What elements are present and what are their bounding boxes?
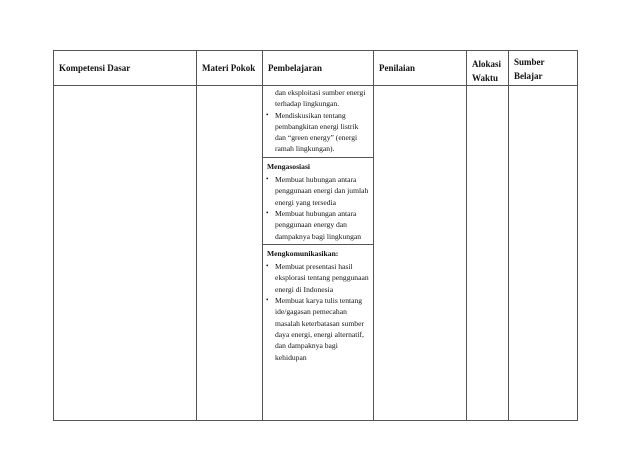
section-title-mengasosiasi: Mengasosiasi bbox=[263, 157, 373, 174]
cell-materi-pokok bbox=[197, 86, 263, 421]
list-item-continued: dan eksploitasi sumber energi terhadap lingkungan. bbox=[275, 88, 366, 109]
list-item: • Mendiskusikan tentang pembangkitan energi listrik dan “green energy” (energi ramah lingkungan). bbox=[266, 110, 359, 154]
header-materi-pokok: Materi Pokok bbox=[197, 51, 263, 86]
header-penilaian: Penilaian bbox=[374, 51, 467, 86]
cell-sumber-belajar bbox=[509, 86, 578, 421]
cell-kompetensi-dasar bbox=[54, 86, 197, 421]
curriculum-table bbox=[53, 50, 578, 421]
section-title-mengkomunikasikan: Mengkomunikasikan: bbox=[263, 244, 373, 261]
bullet-icon: • bbox=[266, 175, 269, 184]
header-sumber-belajar: Sumber Belajar bbox=[509, 51, 578, 86]
header-pembelajaran: Pembelajaran bbox=[263, 51, 374, 86]
bullet-icon: • bbox=[266, 262, 269, 271]
list-item: • Membuat hubungan antara penggunaan energi dan jumlah energi yang tersedia bbox=[266, 175, 369, 207]
bullet-icon: • bbox=[266, 296, 269, 305]
list-item: • Membuat hubungan antara penggunaan energy dan dampaknya bagi lingkungan bbox=[266, 208, 362, 241]
list-item: • Membuat presentasi hasil eksplorasi tentang penggunaan energi di Indonesia bbox=[266, 262, 369, 294]
header-row bbox=[54, 51, 578, 86]
content-row bbox=[54, 86, 578, 421]
cell-penilaian bbox=[374, 86, 467, 421]
cell-alokasi-waktu bbox=[467, 86, 509, 421]
header-kompetensi-dasar: Kompetensi Dasar bbox=[54, 51, 197, 86]
cell-pembelajaran bbox=[263, 86, 374, 421]
header-alokasi-waktu: Alokasi Waktu bbox=[467, 51, 509, 86]
bullet-icon: • bbox=[266, 208, 269, 217]
list-item: • Membuat karya tulis tentang ide/gagasan pemecahan masalah keterbatasan sumber daya energi, energi alternatif, dan dampaknya bagi kehidupan bbox=[266, 296, 364, 362]
bullet-icon: • bbox=[266, 110, 269, 119]
